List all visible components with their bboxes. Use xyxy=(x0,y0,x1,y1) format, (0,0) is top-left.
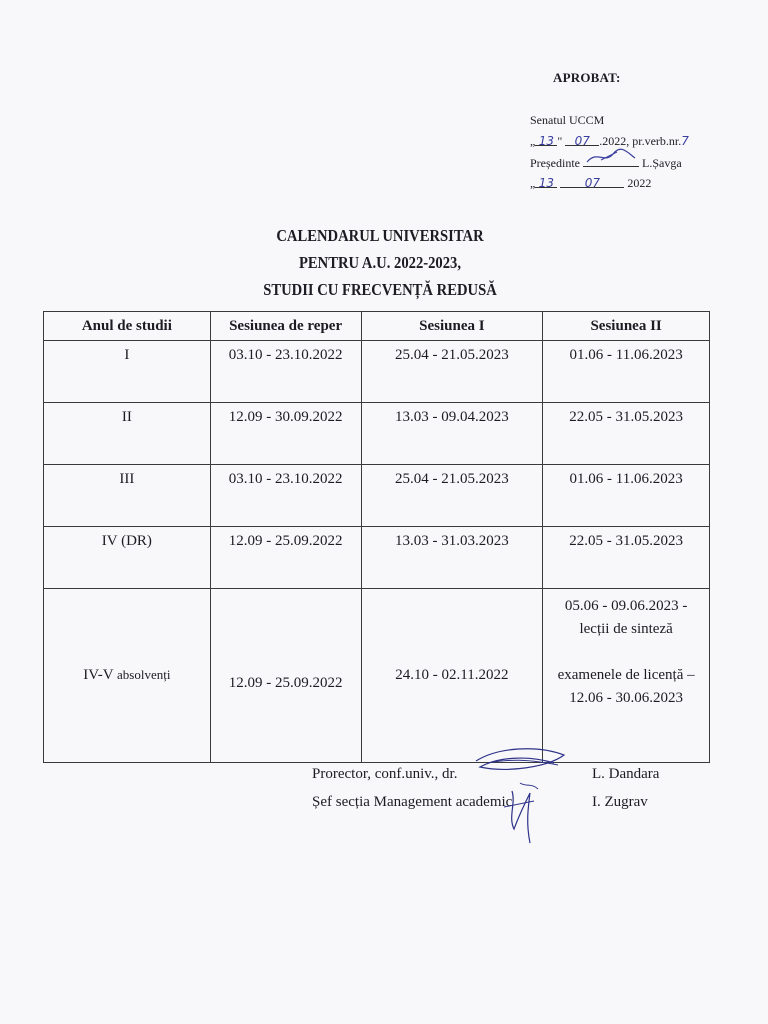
role-prorector: Prorector, conf.univ., dr. xyxy=(312,766,458,782)
approval-year-verb: .2022, pr.verb.nr. xyxy=(599,134,682,148)
table-header-row xyxy=(44,312,710,341)
approval-heading: APROBAT: xyxy=(553,70,621,85)
president-label: Președinte xyxy=(530,156,580,170)
cell-session1 xyxy=(361,589,543,763)
cell-year xyxy=(44,589,211,763)
table-row xyxy=(44,403,710,465)
s2-line-4: 12.06 - 30.06.2023 xyxy=(569,690,683,706)
header-reper: Sesiunea de reper xyxy=(210,312,361,341)
header-year: Anul de studii xyxy=(44,312,211,341)
cell-session1: 13.03 - 09.04.2023 xyxy=(361,403,543,465)
cell-session1: 25.04 - 21.05.2023 xyxy=(361,465,543,527)
cell-session2 xyxy=(543,589,710,763)
cell-session2: 01.06 - 11.06.2023 xyxy=(543,341,710,403)
cell-reper: 03.10 - 23.10.2022 xyxy=(210,465,361,527)
role-sef-sectie: Șef secția Management academic xyxy=(312,794,513,810)
cell-year: IV (DR) xyxy=(44,527,211,589)
approval-day: 13 xyxy=(538,134,554,148)
approval-block xyxy=(530,110,689,194)
cell-session2: 22.05 - 31.05.2023 xyxy=(543,527,710,589)
table-row xyxy=(44,589,710,763)
calendar-table xyxy=(43,311,710,763)
cell-year: II xyxy=(44,403,211,465)
president-name: L.Șavga xyxy=(642,156,682,170)
title-line-3: STUDII CU FRECVENȚĂ REDUSĂ xyxy=(263,280,497,299)
year-main: IV-V xyxy=(83,667,114,683)
approval-day2: 13 xyxy=(538,176,554,190)
table-row xyxy=(44,341,710,403)
cell-reper xyxy=(210,589,361,763)
approval-month: 07 xyxy=(574,134,590,148)
cell-year: III xyxy=(44,465,211,527)
cell-session2: 01.06 - 11.06.2023 xyxy=(543,465,710,527)
approval-year2: 2022 xyxy=(627,176,652,190)
cell-reper: 03.10 - 23.10.2022 xyxy=(210,341,361,403)
last-reper: 12.09 - 25.09.2022 xyxy=(228,675,343,691)
cell-session2: 22.05 - 31.05.2023 xyxy=(543,403,710,465)
last-session1: 24.10 - 02.11.2022 xyxy=(395,667,509,683)
name-dandara: L. Dandara xyxy=(592,766,660,782)
document-title xyxy=(225,222,535,303)
name-zugrav: I. Zugrav xyxy=(592,794,648,810)
title-line-2: PENTRU A.U. 2022-2023, xyxy=(298,253,462,272)
handwritten-signature xyxy=(468,743,578,853)
s2-line-3: examenele de licență – xyxy=(557,667,695,683)
table-row xyxy=(44,465,710,527)
header-session2: Sesiunea II xyxy=(543,312,710,341)
signatory-names xyxy=(592,760,659,816)
verb-number: 7 xyxy=(681,134,689,148)
title-line-1: CALENDARUL UNIVERSITAR xyxy=(276,226,484,245)
table-row xyxy=(44,527,710,589)
cell-reper: 12.09 - 25.09.2022 xyxy=(210,527,361,589)
s2-line-1: 05.06 - 09.06.2023 - xyxy=(564,598,688,614)
president-signature xyxy=(583,148,639,166)
cell-session1: 13.03 - 31.03.2023 xyxy=(361,527,543,589)
header-session1: Sesiunea I xyxy=(361,312,543,341)
cell-year: I xyxy=(44,341,211,403)
year-small: absolvenți xyxy=(117,667,171,682)
approval-date-line: „ 13 " 07 .2022, pr.verb.nr.7 xyxy=(530,131,689,152)
senate-name: Senatul UCCM xyxy=(530,113,605,127)
president-line xyxy=(530,152,689,173)
approval-month2: 07 xyxy=(584,176,600,190)
cell-session1: 25.04 - 21.05.2023 xyxy=(361,341,543,403)
s2-line-2: lecții de sinteză xyxy=(579,621,673,637)
approval-date2-line: „ 13 07 2022 xyxy=(530,173,689,194)
cell-reper: 12.09 - 30.09.2022 xyxy=(210,403,361,465)
